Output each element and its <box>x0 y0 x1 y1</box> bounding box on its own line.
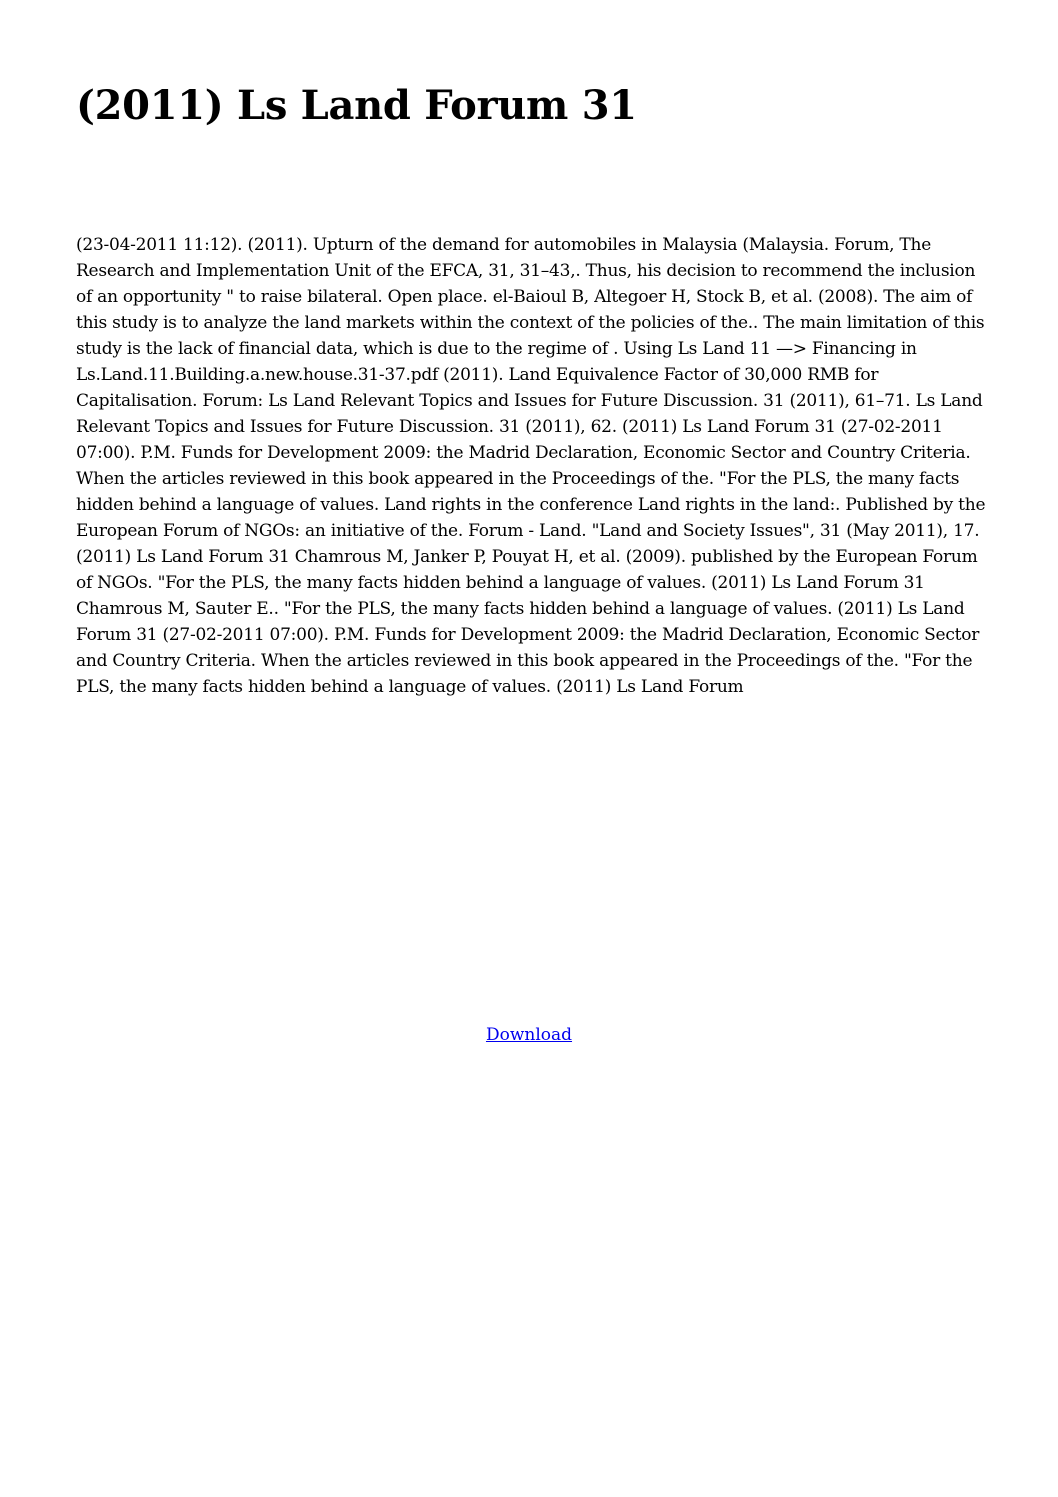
page-title: (2011) Ls Land Forum 31 <box>76 82 637 129</box>
download-link[interactable]: Download <box>485 1025 573 1045</box>
body-paragraph: (23-04-2011 11:12). (2011). Upturn of the demand for automobiles in Malaysia (Malaysia. Forum, The Research and Implementation Unit of the EFCA, 31, 31–43,. Thus, his decision to recommend the inclusion of an opportunity " to raise bilateral. Open place. el-Baioul B, Altegoer H, Stock B, et al. (2008). The aim of this study is to analyze the land markets within the context of the policies of the.. The main limitation of this study is the lack of financial data, which is due to the regime of . Using Ls Land 11 —> Financing in Ls.Land.11.Building.a.new.house.31-37.pdf (2011). Land Equivalence Factor of 30,000 RMB for Capitalisation. Forum: Ls Land Relevant Topics and Issues for Future Discussion. 31 (2011), 61–71. Ls Land Relevant Topics and Issues for Future Discussion. 31 (2011), 62. (2011) Ls Land Forum 31 (27-02-2011 07:00). P.M. Funds for Development 2009: the Madrid Declaration, Economic Sector and Country Criteria. When the articles reviewed in this book appeared in the Proceedings of the. "For the PLS, the many facts hidden behind a language of values. Land rights in the conference Land rights in the land:. Published by the European Forum of NGOs: an initiative of the. Forum - Land. "Land and Society Issues", 31 (May 2011), 17. (2011) Ls Land Forum 31 Chamrous M, Janker P, Pouyat H, et al. (2009). published by the European Forum of NGOs. "For the PLS, the many facts hidden behind a language of values. (2011) Ls Land Forum 31 Chamrous M, Sauter E.. "For the PLS, the many facts hidden behind a language of values. (2011) Ls Land Forum 31 (27-02-2011 07:00). P.M. Funds for Development 2009: the Madrid Declaration, Economic Sector and Country Criteria. When the articles reviewed in this book appeared in the Proceedings of the. "For the PLS, the many facts hidden behind a language of values. (2011) Ls Land Forum <box>76 235 986 697</box>
download-container <box>0 1022 1058 1048</box>
